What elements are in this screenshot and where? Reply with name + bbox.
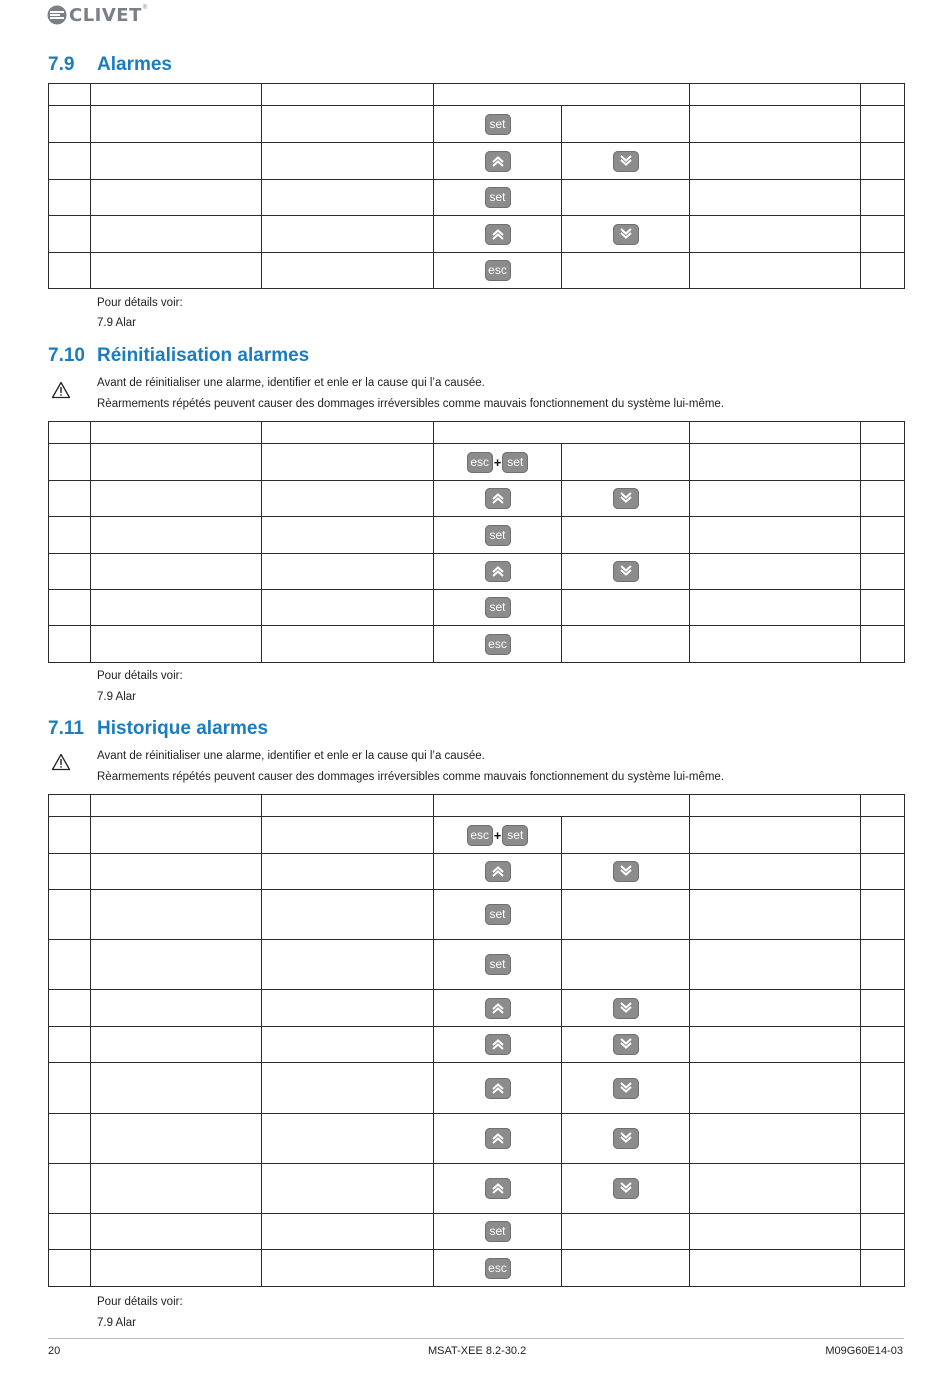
section-title-historique	[48, 718, 268, 740]
footer-model: MSAT-XEE 8.2-30.2	[428, 1345, 527, 1357]
table-header-row	[49, 422, 905, 444]
chevron-up-icon	[491, 1181, 505, 1195]
up-key[interactable]	[485, 151, 511, 172]
section-number: 7.11	[48, 718, 84, 739]
up-key[interactable]	[485, 1128, 511, 1149]
clivet-logo-mark-icon	[47, 5, 67, 25]
warning-text-2: Rèarmements répétés peuvent causer des dommages irréversibles comme mauvais fonctionnement du système lui-même.	[97, 398, 725, 410]
details-label: Pour détails voir:	[97, 297, 183, 309]
chevron-up-icon	[491, 227, 505, 241]
set-key[interactable]: set	[485, 597, 511, 618]
chevron-down-icon	[619, 1001, 633, 1015]
chevron-down-icon	[619, 154, 633, 168]
table-row	[49, 216, 905, 253]
chevron-down-icon	[619, 1131, 633, 1145]
chevron-down-icon	[619, 1181, 633, 1195]
table-row	[49, 180, 905, 216]
chevron-up-icon	[491, 864, 505, 878]
set-key[interactable]: set	[485, 187, 511, 208]
up-key[interactable]	[485, 561, 511, 582]
table-header-row	[49, 795, 905, 817]
chevron-up-icon	[491, 154, 505, 168]
section-title-alarmes	[48, 54, 172, 76]
set-key[interactable]: set	[485, 114, 511, 135]
section-number: 7.10	[48, 345, 85, 366]
plus-sign: +	[493, 454, 502, 470]
table-row	[49, 481, 905, 517]
chevron-up-icon	[491, 1081, 505, 1095]
table-row	[49, 854, 905, 890]
footer-document-code: M09G60E14-03	[825, 1345, 903, 1357]
warning-icon	[51, 753, 71, 771]
up-key[interactable]	[485, 861, 511, 882]
set-key[interactable]: set	[502, 452, 528, 473]
set-key[interactable]: set	[485, 525, 511, 546]
table-row	[49, 1114, 905, 1164]
down-key[interactable]	[613, 561, 639, 582]
table-row	[49, 1164, 905, 1214]
chevron-down-icon	[619, 564, 633, 578]
chevron-down-icon	[619, 491, 633, 505]
table-row	[49, 940, 905, 990]
details-label: Pour détails voir:	[97, 670, 183, 682]
table-row	[49, 890, 905, 940]
table-row	[49, 1063, 905, 1114]
set-key[interactable]: set	[485, 904, 511, 925]
reinitialisation-steps-table	[48, 421, 905, 663]
esc-key[interactable]: esc	[485, 634, 511, 655]
warning-text-2: Rèarmements répétés peuvent causer des dommages irréversibles comme mauvais fonctionnement du système lui-même.	[97, 771, 725, 783]
chevron-down-icon	[619, 1081, 633, 1095]
up-key[interactable]	[485, 1078, 511, 1099]
table-row	[49, 253, 905, 289]
up-key[interactable]	[485, 1034, 511, 1055]
chevron-down-icon	[619, 227, 633, 241]
table-row	[49, 1250, 905, 1287]
down-key[interactable]	[613, 861, 639, 882]
down-key[interactable]	[613, 1034, 639, 1055]
historique-steps-table	[48, 794, 905, 1287]
chevron-down-icon	[619, 864, 633, 878]
clivet-logo	[47, 3, 147, 27]
set-key[interactable]: set	[502, 825, 528, 846]
table-row	[49, 1214, 905, 1250]
chevron-up-icon	[491, 1037, 505, 1051]
table-row	[49, 517, 905, 554]
logo-text: CLIVET	[69, 4, 142, 26]
table-header-row	[49, 84, 905, 106]
down-key[interactable]	[613, 1128, 639, 1149]
set-key[interactable]: set	[485, 1221, 511, 1242]
section-heading: Réinitialisation alarmes	[97, 345, 310, 366]
table-row	[49, 1027, 905, 1063]
down-key[interactable]	[613, 151, 639, 172]
down-key[interactable]	[613, 998, 639, 1019]
plus-sign: +	[493, 827, 502, 843]
table-row	[49, 143, 905, 180]
warning-icon	[51, 381, 71, 399]
details-reference: 7.9 Alar	[97, 691, 136, 703]
details-reference: 7.9 Alar	[97, 317, 136, 329]
warning-text-1: Avant de réinitialiser une alarme, identifier et enle er la cause qui l’a causée.	[97, 750, 485, 762]
chevron-up-icon	[491, 1001, 505, 1015]
warning-text-1: Avant de réinitialiser une alarme, identifier et enle er la cause qui l’a causée.	[97, 377, 485, 389]
table-row	[49, 106, 905, 143]
esc-key[interactable]: esc	[485, 1258, 511, 1279]
up-key[interactable]	[485, 998, 511, 1019]
esc-key[interactable]: esc	[485, 260, 511, 281]
table-row	[49, 554, 905, 590]
esc-key[interactable]: esc	[467, 452, 493, 473]
set-key[interactable]: set	[485, 954, 511, 975]
chevron-up-icon	[491, 491, 505, 505]
table-row	[49, 626, 905, 663]
alarmes-steps-table	[48, 83, 905, 289]
up-key[interactable]	[485, 224, 511, 245]
section-title-reinitialisation	[48, 345, 309, 367]
down-key[interactable]	[613, 1078, 639, 1099]
table-row	[49, 590, 905, 626]
table-row	[49, 817, 905, 854]
chevron-down-icon	[619, 1037, 633, 1051]
table-row	[49, 444, 905, 481]
down-key[interactable]	[613, 488, 639, 509]
esc-key[interactable]: esc	[467, 825, 493, 846]
section-heading: Alarmes	[97, 54, 172, 75]
page-number: 20	[48, 1345, 61, 1357]
details-label: Pour détails voir:	[97, 1296, 183, 1308]
up-key[interactable]	[485, 488, 511, 509]
details-reference: 7.9 Alar	[97, 1317, 136, 1329]
down-key[interactable]	[613, 1178, 639, 1199]
section-heading: Historique alarmes	[97, 718, 269, 739]
chevron-up-icon	[491, 564, 505, 578]
chevron-up-icon	[491, 1131, 505, 1145]
table-row	[49, 990, 905, 1027]
down-key[interactable]	[613, 224, 639, 245]
section-number: 7.9	[48, 54, 75, 75]
footer-divider	[48, 1338, 904, 1339]
up-key[interactable]	[485, 1178, 511, 1199]
logo-trademark: ®	[142, 5, 148, 11]
